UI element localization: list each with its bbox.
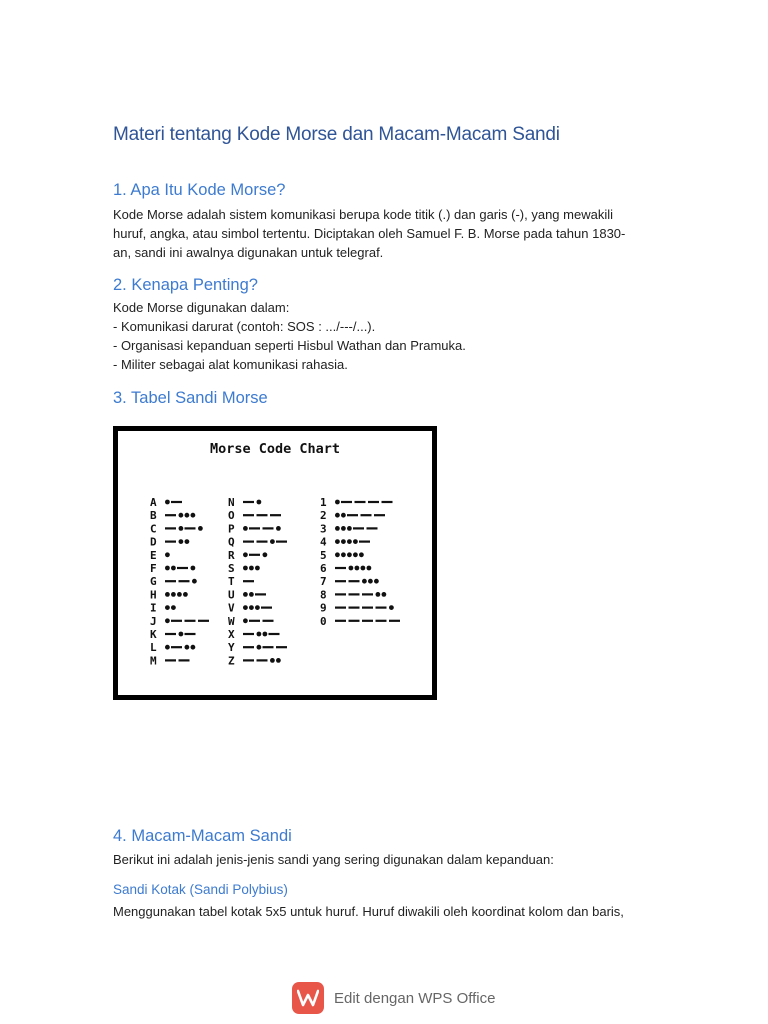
morse-dash	[347, 514, 358, 516]
morse-dash	[257, 541, 268, 543]
morse-char-label: F	[150, 562, 157, 575]
morse-char-label: 8	[320, 588, 327, 602]
morse-dash	[269, 633, 280, 635]
paragraph-sandi-kotak	[113, 902, 673, 921]
morse-dash	[349, 593, 360, 595]
morse-dot	[171, 592, 176, 597]
morse-dot	[257, 645, 262, 650]
morse-entry-z	[228, 654, 281, 667]
subheading-sandi-kotak: Sandi Kotak (Sandi Polybius)	[113, 882, 288, 897]
list-item: - Militer sebagai alat komunikasi rahasia.	[113, 357, 348, 372]
morse-dot	[263, 552, 268, 557]
text-line: Kode Morse digunakan dalam:	[113, 300, 290, 315]
morse-entry-x	[228, 628, 280, 641]
morse-dot	[355, 566, 360, 571]
morse-char-label: H	[150, 588, 157, 602]
morse-dot	[243, 526, 248, 531]
morse-entry-9	[320, 602, 394, 615]
morse-dot	[191, 645, 196, 650]
morse-entry-q	[228, 536, 287, 549]
morse-entry-h	[150, 588, 188, 601]
morse-entry-o	[228, 509, 281, 522]
morse-entry-e	[150, 549, 170, 562]
morse-dash	[177, 567, 188, 569]
morse-dash	[255, 593, 266, 595]
morse-dot	[249, 592, 254, 597]
morse-entry-f	[150, 562, 195, 575]
morse-entry-1	[320, 496, 393, 509]
chart-title: Morse Code Chart	[209, 441, 341, 457]
morse-entry-i	[150, 602, 176, 615]
morse-char-label: T	[228, 575, 235, 589]
morse-dash	[165, 541, 176, 543]
morse-dash	[261, 607, 272, 609]
morse-dot	[276, 526, 281, 531]
morse-char-label: S	[228, 562, 235, 575]
morse-dot	[165, 605, 170, 610]
morse-dash	[276, 646, 287, 648]
morse-dot	[341, 513, 346, 518]
morse-dash	[362, 607, 373, 609]
morse-dash	[335, 567, 346, 569]
morse-entry-8	[320, 588, 386, 601]
morse-dot	[243, 618, 248, 623]
morse-dash	[376, 607, 387, 609]
morse-dot	[183, 592, 188, 597]
morse-char-label: A	[150, 496, 157, 509]
morse-dot	[165, 645, 170, 650]
morse-dash	[368, 501, 379, 503]
paragraph-jenis-sandi	[113, 850, 673, 869]
morse-dash	[198, 620, 209, 622]
morse-dot	[368, 579, 373, 584]
morse-char-label: V	[228, 601, 235, 615]
morse-entry-w	[228, 615, 274, 628]
morse-dot	[243, 566, 248, 571]
morse-dash	[362, 593, 373, 595]
morse-dash	[249, 554, 260, 556]
morse-dot	[347, 526, 352, 531]
morse-dot	[165, 592, 170, 597]
morse-char-label: K	[150, 628, 157, 641]
morse-dot	[185, 539, 190, 544]
list-item: - Organisasi kepanduan seperti Hisbul Wathan dan Pramuka.	[113, 338, 466, 353]
morse-dot	[276, 658, 281, 663]
wps-edit-footer[interactable]	[292, 982, 495, 1014]
morse-dash	[376, 620, 387, 622]
morse-dot	[374, 579, 379, 584]
text-line: Kode Morse adalah sistem komunikasi berupa kode titik (.) dan garis (-), yang mewakili	[113, 207, 613, 222]
morse-dot	[347, 552, 352, 557]
morse-char-label: Y	[228, 641, 235, 655]
morse-dash	[243, 514, 254, 516]
morse-char-label: M	[150, 654, 157, 668]
morse-dash	[276, 541, 287, 543]
morse-entry-r	[228, 549, 267, 562]
morse-dot	[191, 513, 196, 518]
morse-char-label: G	[150, 575, 157, 589]
morse-dot	[255, 605, 260, 610]
morse-dash	[185, 620, 196, 622]
morse-dot	[185, 513, 190, 518]
morse-dot	[335, 552, 340, 557]
morse-entry-p	[228, 522, 281, 535]
morse-dash	[341, 501, 352, 503]
morse-dot	[335, 526, 340, 531]
morse-char-label: 1	[320, 496, 327, 509]
morse-char-label: R	[228, 548, 235, 562]
morse-char-label: W	[228, 614, 235, 628]
morse-dash	[171, 646, 182, 648]
morse-char-label: 4	[320, 535, 327, 549]
heading-apa-itu-kode-morse: 1. Apa Itu Kode Morse?	[113, 181, 286, 199]
text-line: Berikut ini adalah jenis-jenis sandi yang sering digunakan dalam kepanduan:	[113, 852, 554, 867]
morse-dash	[165, 514, 176, 516]
morse-entry-3	[320, 522, 378, 535]
morse-dot	[191, 566, 196, 571]
morse-char-label: D	[150, 535, 157, 549]
text-line: Menggunakan tabel kotak 5x5 untuk huruf. Huruf diwakili oleh koordinat kolom dan baris,	[113, 904, 624, 919]
morse-dash	[171, 501, 182, 503]
morse-dash	[185, 633, 196, 635]
morse-char-label: N	[228, 496, 235, 509]
morse-dash	[243, 541, 254, 543]
morse-dash	[243, 580, 254, 582]
morse-dot	[341, 526, 346, 531]
morse-dot	[270, 539, 275, 544]
morse-dash	[171, 620, 182, 622]
morse-dash	[263, 646, 274, 648]
morse-char-label: P	[228, 522, 235, 536]
morse-dot	[257, 632, 262, 637]
morse-dot	[361, 566, 366, 571]
morse-dot	[165, 500, 170, 505]
paragraph-kode-morse	[113, 205, 673, 262]
morse-dash	[249, 620, 260, 622]
morse-dot	[367, 566, 372, 571]
heading-kenapa-penting: 2. Kenapa Penting?	[113, 276, 258, 294]
morse-dash	[335, 580, 346, 582]
morse-entry-7	[320, 575, 379, 588]
morse-dot	[257, 500, 262, 505]
morse-entry-t	[228, 575, 254, 588]
morse-dot	[179, 526, 184, 531]
morse-dash	[243, 633, 254, 635]
morse-dash	[349, 580, 360, 582]
morse-dot	[198, 526, 203, 531]
morse-dot	[349, 566, 354, 571]
morse-char-label: 0	[320, 614, 327, 628]
morse-entry-l	[150, 641, 195, 654]
morse-entry-4	[320, 536, 370, 549]
morse-dot	[171, 605, 176, 610]
morse-char-label: 6	[320, 562, 327, 575]
morse-dash	[165, 659, 176, 661]
morse-dash	[165, 527, 176, 529]
morse-entry-5	[320, 549, 364, 562]
morse-entry-2	[320, 509, 385, 522]
morse-dot	[341, 539, 346, 544]
morse-dash	[374, 514, 385, 516]
morse-dot	[177, 592, 182, 597]
morse-dash	[263, 620, 274, 622]
morse-dash	[243, 659, 254, 661]
morse-entry-j	[150, 615, 209, 628]
morse-dash	[165, 633, 176, 635]
morse-dot	[249, 605, 254, 610]
morse-dot	[335, 513, 340, 518]
morse-dot	[270, 658, 275, 663]
morse-entry-a	[150, 496, 182, 509]
morse-char-label: Z	[228, 654, 235, 668]
morse-char-label: 2	[320, 509, 327, 523]
morse-dash	[367, 527, 378, 529]
morse-dot	[179, 539, 184, 544]
morse-entry-k	[150, 628, 196, 641]
morse-dot	[382, 592, 387, 597]
morse-dot	[179, 632, 184, 637]
morse-entry-s	[228, 562, 260, 575]
morse-char-label: C	[150, 522, 157, 536]
wps-office-icon[interactable]	[292, 982, 324, 1014]
morse-dash	[165, 580, 176, 582]
morse-char-label: I	[150, 601, 157, 615]
morse-dot	[255, 566, 260, 571]
morse-dot	[376, 592, 381, 597]
morse-dash	[270, 514, 281, 516]
morse-dash	[335, 593, 346, 595]
morse-dash	[382, 501, 393, 503]
morse-entry-y	[228, 641, 287, 654]
morse-entry-u	[228, 588, 266, 601]
morse-dash	[257, 659, 268, 661]
morse-char-label: L	[150, 641, 157, 655]
morse-entry-m	[150, 654, 190, 667]
morse-dash	[249, 527, 260, 529]
text-line: an, sandi ini awalnya digunakan untuk telegraf.	[113, 245, 384, 260]
morse-char-label: 7	[320, 575, 327, 589]
morse-entry-0	[320, 615, 400, 628]
morse-dash	[362, 620, 373, 622]
morse-entry-c	[150, 522, 203, 535]
morse-entry-d	[150, 536, 189, 549]
morse-char-label: J	[150, 614, 157, 628]
morse-dash	[349, 607, 360, 609]
morse-entry-b	[150, 509, 195, 522]
morse-dot	[335, 500, 340, 505]
heading-macam-macam-sandi: 4. Macam-Macam Sandi	[113, 827, 292, 845]
morse-dash	[179, 580, 190, 582]
morse-entry-v	[228, 602, 272, 615]
list-penggunaan	[113, 298, 673, 374]
morse-dot	[335, 539, 340, 544]
morse-dot	[165, 566, 170, 571]
list-item: - Komunikasi darurat (contoh: SOS : .../---/...).	[113, 319, 376, 334]
morse-dot	[192, 579, 197, 584]
morse-dash	[185, 527, 196, 529]
document-title: Materi tentang Kode Morse dan Macam-Macam Sandi	[113, 124, 560, 145]
morse-dash	[353, 527, 364, 529]
morse-dot	[179, 513, 184, 518]
morse-dot	[263, 632, 268, 637]
morse-char-label: O	[228, 509, 235, 523]
text-line: huruf, angka, atau simbol tertentu. Diciptakan oleh Samuel F. B. Morse pada tahun 1830-	[113, 226, 626, 241]
morse-dash	[243, 501, 254, 503]
morse-dot	[243, 552, 248, 557]
morse-entry-6	[320, 562, 371, 575]
morse-dash	[257, 514, 268, 516]
morse-dot	[362, 579, 367, 584]
morse-entry-g	[150, 575, 197, 588]
morse-dash	[335, 620, 346, 622]
morse-dash	[349, 620, 360, 622]
morse-dash	[389, 620, 400, 622]
morse-entry-n	[228, 496, 261, 509]
morse-dot	[353, 539, 358, 544]
morse-dash	[179, 659, 190, 661]
footer-edit-link[interactable]: Edit dengan WPS Office	[334, 989, 496, 1007]
morse-char-label: 5	[320, 548, 327, 562]
morse-dot	[389, 605, 394, 610]
morse-dot	[185, 645, 190, 650]
morse-char-label: 3	[320, 522, 327, 536]
morse-char-label: B	[150, 509, 157, 523]
morse-char-label: X	[228, 628, 235, 641]
morse-dot	[243, 605, 248, 610]
morse-dot	[347, 539, 352, 544]
morse-dash	[355, 501, 366, 503]
morse-dot	[165, 552, 170, 557]
morse-dash	[359, 541, 370, 543]
morse-dot	[243, 592, 248, 597]
morse-dot	[249, 566, 254, 571]
morse-dot	[359, 552, 364, 557]
morse-char-label: E	[150, 548, 157, 562]
morse-dot	[341, 552, 346, 557]
morse-dash	[361, 514, 372, 516]
morse-dash	[243, 646, 254, 648]
morse-code-chart-image	[113, 426, 437, 700]
morse-char-label: U	[228, 588, 235, 602]
morse-dot	[165, 618, 170, 623]
morse-dash	[263, 527, 274, 529]
morse-dot	[171, 566, 176, 571]
morse-dot	[353, 552, 358, 557]
heading-tabel-sandi-morse: 3. Tabel Sandi Morse	[113, 389, 268, 407]
morse-char-label: 9	[320, 601, 327, 615]
morse-dash	[335, 607, 346, 609]
morse-char-label: Q	[228, 535, 235, 549]
